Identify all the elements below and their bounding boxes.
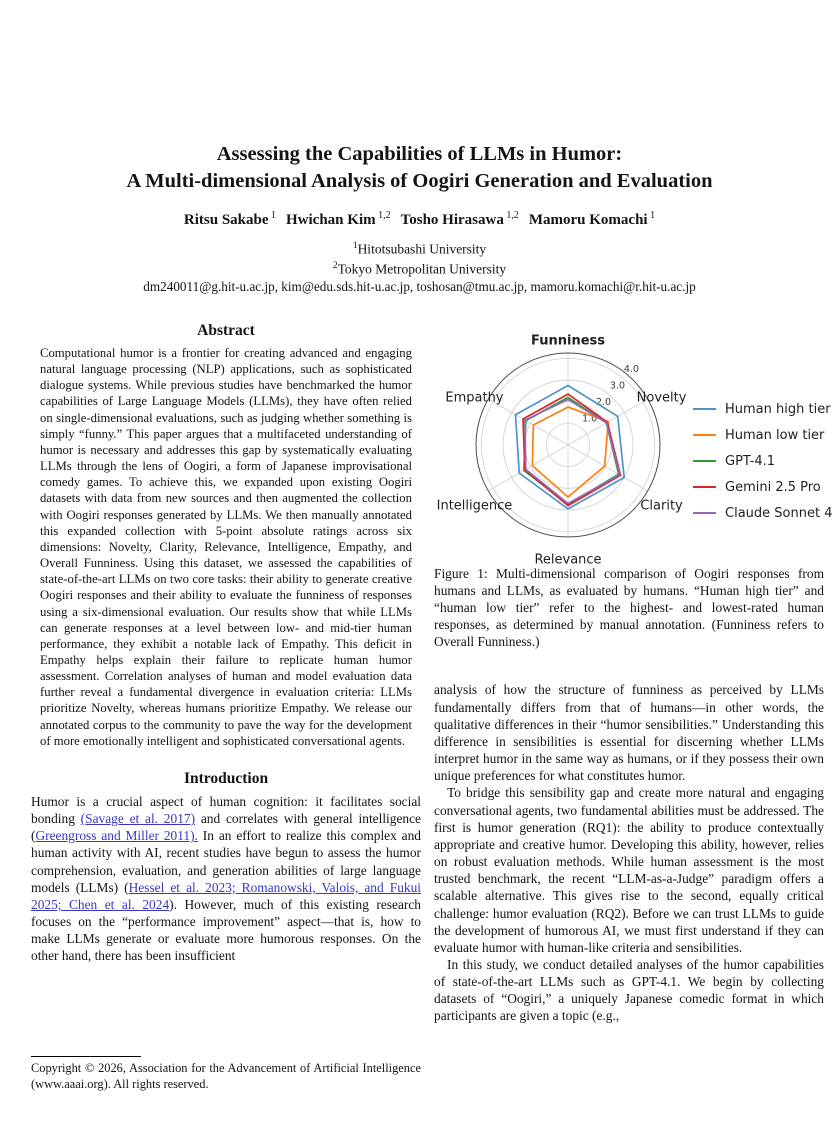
legend-item (693, 453, 832, 469)
citation-link[interactable]: Greengross and Miller 2011). (35, 828, 198, 844)
author-affil-sup: 1,2 (375, 210, 391, 221)
copyright-footnote (31, 1056, 421, 1092)
author-affil-sup: 1 (268, 210, 277, 221)
radar-axis-label-intelligence: Intelligence (436, 498, 513, 514)
affiliation-sup: 2 (332, 261, 338, 271)
figure-1-caption: Figure 1: Multi-dimensional comparison of Oogiri responses from humans and LLMs, as evaluated by humans. “Human high tier” and “human low tier” refer to the highest- and lowest-rated human responses, as determined by manual annotation. (Funniness refers to Overall Funniness.) (434, 566, 824, 650)
author-name: Mamoru Komachi (528, 212, 648, 228)
introduction-paragraph: Humor is a crucial aspect of human cognition: it facilitates social bonding (Savage et al. 2017) and correlates with general intelligence (Greengross and Miller 2011). In an effort to realize this complex and human activity with AI, recent studies have begun to assess the humor comprehension, evaluation, and generation abilities of large language models (LLMs) (Hessel et al. 2023; Romanowski, Valois, and Fukui 2025; Chen et al. 2024). However, much of this existing research focuses on the “performance improvement” aspect—that is, how to make LLMs generate or evaluate more humorous responses. On the other hand, there has been insufficient (31, 793, 421, 964)
affiliations (0, 238, 839, 278)
footnote-rule (31, 1056, 141, 1057)
radar-tick-label: 2.0 (595, 397, 612, 409)
introduction-heading: Introduction (183, 769, 269, 787)
legend-item (693, 427, 832, 443)
radar-axis-label-relevance: Relevance (534, 552, 602, 568)
paper-title (0, 141, 839, 195)
paper-title-line-1: Assessing the Capabilities of LLMs in Humor: (216, 143, 623, 165)
legend-line-swatch (693, 408, 716, 410)
footnote-text: Copyright © 2026, Association for the Advancement of Artificial Intelligence (www.aaai.org). All rights reserved. (31, 1061, 421, 1091)
legend-label: Claude Sonnet 4 (725, 505, 833, 521)
legend-label: GPT-4.1 (725, 453, 776, 469)
radar-axis-label-novelty: Novelty (636, 390, 687, 406)
legend-label: Human high tier (725, 401, 831, 417)
author-affil-sup: 1,2 (503, 210, 519, 221)
radar-axis-label-clarity: Clarity (640, 498, 683, 514)
radar-axis-label-funniness: Funniness (530, 333, 606, 349)
legend-item (693, 479, 832, 495)
legend-line-swatch (693, 512, 716, 514)
radar-axis-label-empathy: Empathy (445, 390, 504, 406)
citation-link[interactable]: Hessel et al. 2023; Romanowski, Valois, and Fukui 2025; Chen et al. 2024 (31, 879, 421, 912)
author-name: Tosho Hirasawa (400, 212, 504, 228)
legend-item (693, 401, 832, 417)
legend-line-swatch (693, 486, 716, 488)
right-column-paragraph: In this study, we conduct detailed analyses of the humor capabilities of state-of-the-art LLMs such as GPT-4.1. We begin by collecting datasets of “Oogiri,” a uniquely Japanese comedic format in which participants are given a topic (e.g., (434, 956, 824, 1024)
right-column-paragraph: To bridge this sensibility gap and create more natural and engaging conversational agents, two fundamental abilities must be addressed. The first is humor generation (RQ1): the ability to produce contextually appropriate and creative humor. Developing this ability, however, relies on robust evaluation methods. While human assessment is the most trusted benchmark, the recent “LLM-as-a-Judge” paradigm offers a scalable alternative. This gives rise to the second, equally critical challenge: humor evaluation (RQ2). Before we can trust LLMs to guide the development of humorous AI, we must first understand if they can evaluate humor with human-like criteria and sensibilities. (434, 785, 824, 955)
affiliation-sup: 1 (352, 241, 358, 251)
paper-title-line-2: A Multi-dimensional Analysis of Oogiri Generation and Evaluation (126, 170, 713, 192)
legend-label: Human low tier (725, 427, 825, 443)
affiliation: $^2$Tokyo Metropolitan University (332, 261, 507, 277)
abstract-text: Computational humor is a frontier for creating advanced and engaging natural language processing (NLP) applications, such as sophisticated dialogue systems. While previous studies have benchmarked the humor capabilities of Large Language Models (LLMs), they have often relied on single-dimensional evaluations, such as judging whether something is simply “funny.” This paper argues that a multifaceted understanding of humor is necessary and addresses this gap by systematically evaluating LLMs through the lens of Oogiri, a form of Japanese improvisational comedy games. To achieve this, we expanded upon existing Oogiri datasets with data from new sources and then augmented the collection with Oogiri responses generated by LLMs. We then manually annotated this expanded collection with 5-point absolute ratings across six dimensions: Novelty, Clarity, Relevance, Intelligence, Empathy, and Overall Funniness. Using this dataset, we assessed the capabilities of state-of-the-art LLMs on two core tasks: their ability to generate creative Oogiri responses and their ability to evaluate the funniness of responses using a six-dimensional evaluation. Our results show that while LLMs can generate responses at a level between low- and mid-tier human performance, they exhibit a notable lack of Empathy. This deficit in Empathy helps explain their failure to replicate human humor assessment. Correlation analyses of human and model evaluation data further reveal a fundamental divergence in evaluation criteria: LLMs prioritize Novelty, whereas humans prioritize Empathy. We release our annotated corpus to the community to pave the way for the development of more emotionally intelligent and sophisticated conversational agents. (40, 346, 412, 748)
legend-line-swatch (693, 434, 716, 436)
right-column-paragraph: analysis of how the structure of funniness as perceived by LLMs fundamentally differs from that of humans—in other words, the qualitative differences in their “humor sensibilities.” Understanding this difference in sensibilities is essential for discerning whether LLMs interpret humor in the same way as humans, or if they possess their own unique preferences for what constitutes humor. (434, 682, 824, 784)
paper-header (0, 141, 839, 295)
legend-line-swatch (693, 460, 716, 462)
author-emails: dm240011@g.hit-u.ac.jp, kim@edu.sds.hit-u.ac.jp, toshosan@tmu.ac.jp, mamoru.komachi@r.hit-u.ac.jp (143, 279, 696, 294)
introduction-body (31, 793, 421, 965)
right-column-body (434, 681, 824, 1024)
author-line (0, 210, 839, 229)
author-name: Hwichan Kim (286, 212, 376, 228)
chart-legend (693, 401, 832, 531)
radar-spoke (488, 445, 568, 491)
author-affil-sup: 1 (647, 210, 656, 221)
affiliation: $^1$Hitotsubashi University (352, 241, 487, 257)
legend-label: Gemini 2.5 Pro (725, 479, 821, 495)
radar-tick-label: 3.0 (609, 380, 626, 392)
radar-tick-label: 1.0 (582, 413, 598, 425)
legend-item (693, 505, 832, 521)
citation-link[interactable]: (Savage et al. 2017) (80, 811, 196, 827)
abstract-heading: Abstract (197, 322, 255, 339)
left-column (31, 322, 421, 964)
radar-spoke (568, 445, 648, 491)
right-column (434, 322, 833, 1025)
figure-1 (434, 322, 833, 568)
author-name: Ritsu Sakabe (183, 212, 269, 228)
radar-tick-label: 4.0 (623, 363, 639, 375)
